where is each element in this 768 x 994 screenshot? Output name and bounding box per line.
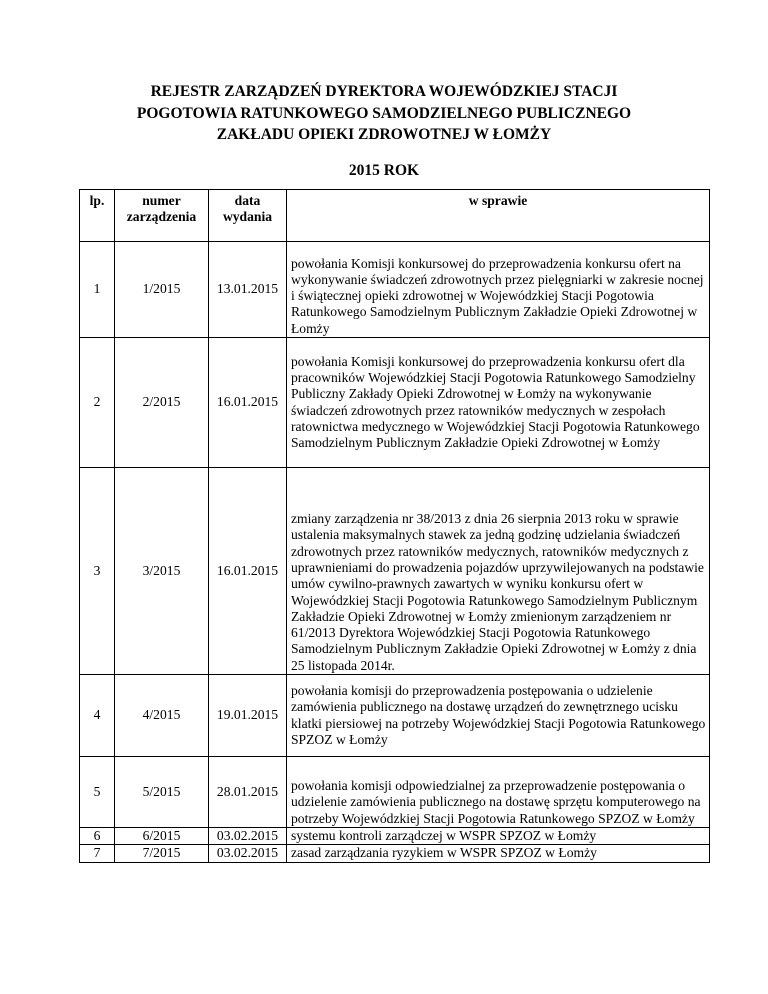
table-row bbox=[80, 845, 710, 862]
cell-numer: 1/2015 bbox=[115, 242, 209, 338]
cell-sprawa: powołania komisji odpowiedzialnej za przeprowadzenie postępowania o udzielenie zamówienia publicznego na dostawę sprzętu komputerowego na potrzeby Wojewódzkiej Stacji Pogotowia Ratunkowego SPZOZ w Łomży bbox=[287, 757, 710, 828]
cell-lp: 3 bbox=[80, 468, 115, 675]
cell-data: 16.01.2015 bbox=[209, 468, 287, 675]
cell-data: 03.02.2015 bbox=[209, 828, 287, 845]
header-numer: numer zarządzenia bbox=[115, 190, 209, 242]
cell-numer: 5/2015 bbox=[115, 757, 209, 828]
cell-data: 16.01.2015 bbox=[209, 338, 287, 468]
table-row bbox=[80, 338, 710, 468]
header-sprawa: w sprawie bbox=[287, 190, 710, 242]
registry-table bbox=[79, 189, 710, 863]
cell-sprawa: zmiany zarządzenia nr 38/2013 z dnia 26 sierpnia 2013 roku w sprawie ustalenia maksymalnych stawek za jedną godzinę udzielania świadczeń zdrowotnych przez ratowników medycznych, ratowników medycznych z uprawnieniami do prowadzenia pojazdów uprzywilejowanych na podstawie umów cywilno-prawnych zawartych w wyniku konkursu ofert w Wojewódzkiej Stacji Pogotowia Ratunkowego Samodzielnym Publicznym Zakładzie Opieki Zdrowotnej w Łomży zmienionym zarządzeniem nr 61/2013 Dyrektora Wojewódzkiej Stacji Pogotowia Ratunkowego Samodzielnym Publicznym Zakładzie Opieki Zdrowotnej w Łomży z dnia 25 listopada 2014r. bbox=[287, 468, 710, 675]
header-lp: lp. bbox=[80, 190, 115, 242]
cell-numer: 2/2015 bbox=[115, 338, 209, 468]
title-line: POGOTOWIA RATUNKOWEGO SAMODZIELNEGO PUBLICZNEGO bbox=[136, 104, 632, 122]
cell-data: 28.01.2015 bbox=[209, 757, 287, 828]
title-line: REJESTR ZARZĄDZEŃ DYREKTORA WOJEWÓDZKIEJ STACJI bbox=[150, 83, 618, 100]
table-header-row bbox=[80, 190, 710, 242]
cell-lp: 7 bbox=[80, 845, 115, 862]
cell-numer: 6/2015 bbox=[115, 828, 209, 845]
cell-sprawa: powołania Komisji konkursowej do przeprowadzenia konkursu ofert dla pracowników Wojewódzkiej Stacji Pogotowia Ratunkowego Samodzielny Publiczny Zakłady Opieki Zdrowotnej w Łomży na wykonywanie świadczeń zdrowotnych przez ratowników medycznych w zespołach ratownictwa medycznego w Wojewódzkiej Stacji Pogotowia Ratunkowego Samodzielnym Publicznym Zakładzie Opieki Zdrowotnej w Łomży bbox=[287, 338, 710, 468]
cell-lp: 1 bbox=[80, 242, 115, 338]
cell-numer: 7/2015 bbox=[115, 845, 209, 862]
cell-data: 03.02.2015 bbox=[209, 845, 287, 862]
cell-sprawa: systemu kontroli zarządczej w WSPR SPZOZ w Łomży bbox=[287, 828, 710, 845]
header-data: data wydania bbox=[209, 190, 287, 242]
cell-sprawa: zasad zarządzania ryzykiem w WSPR SPZOZ w Łomży bbox=[287, 845, 710, 862]
cell-lp: 6 bbox=[80, 828, 115, 845]
table-row bbox=[80, 675, 710, 757]
cell-sprawa: powołania Komisji konkursowej do przeprowadzenia konkursu ofert na wykonywanie świadczeń zdrowotnych przez pielęgniarki w zakresie nocnej i świątecznej opieki zdrowotnej w Wojewódzkiej Stacji Pogotowia Ratunkowego Samodzielnym Publicznym Zakładzie Opieki Zdrowotnej w Łomży bbox=[287, 242, 710, 338]
cell-sprawa: powołania komisji do przeprowadzenia postępowania o udzielenie zamówienia publicznego na dostawę urządzeń do zewnętrznego ucisku klatki piersiowej na potrzeby Wojewódzkiej Stacji Pogotowia Ratunkowego SPZOZ w Łomży bbox=[287, 675, 710, 757]
table-row bbox=[80, 468, 710, 675]
table-row bbox=[80, 828, 710, 845]
table-row bbox=[80, 242, 710, 338]
cell-data: 13.01.2015 bbox=[209, 242, 287, 338]
cell-lp: 4 bbox=[80, 675, 115, 757]
cell-lp: 5 bbox=[80, 757, 115, 828]
cell-numer: 3/2015 bbox=[115, 468, 209, 675]
table-row bbox=[80, 757, 710, 828]
title-line: ZAKŁADU OPIEKI ZDROWOTNEJ W ŁOMŻY bbox=[216, 126, 552, 143]
document-title bbox=[80, 81, 688, 146]
document-year: 2015 ROK bbox=[348, 162, 420, 179]
cell-data: 19.01.2015 bbox=[209, 675, 287, 757]
cell-numer: 4/2015 bbox=[115, 675, 209, 757]
cell-lp: 2 bbox=[80, 338, 115, 468]
